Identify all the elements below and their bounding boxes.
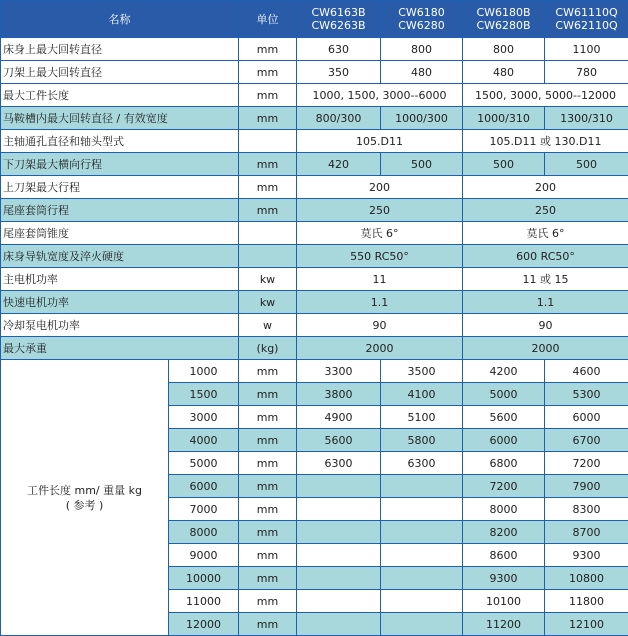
spec-value: 1000/310	[463, 107, 545, 130]
weight-value: 4100	[381, 383, 463, 406]
spec-label: 刀架上最大回转直径	[1, 61, 239, 84]
weight-length: 9000	[169, 544, 239, 567]
spec-value: 250	[297, 199, 463, 222]
spec-value: 2000	[297, 337, 463, 360]
weight-length: 3000	[169, 406, 239, 429]
spec-value: 200	[463, 176, 628, 199]
spec-row	[1, 268, 628, 291]
spec-value: 莫氏 6°	[297, 222, 463, 245]
weight-value	[381, 613, 463, 636]
spec-value: 11 或 15	[463, 268, 628, 291]
spec-value: 90	[463, 314, 628, 337]
weight-value: 8200	[463, 521, 545, 544]
weight-value	[297, 590, 381, 613]
weight-value	[381, 475, 463, 498]
spec-value: 1.1	[463, 291, 628, 314]
weight-value: 10800	[545, 567, 628, 590]
weight-value: 6300	[381, 452, 463, 475]
weight-value	[297, 498, 381, 521]
spec-label: 下刀架最大横向行程	[1, 153, 239, 176]
spec-value: 1.1	[297, 291, 463, 314]
weight-value: 7200	[545, 452, 628, 475]
spec-unit: (kg)	[239, 337, 297, 360]
weight-value: 11200	[463, 613, 545, 636]
weight-value: 4900	[297, 406, 381, 429]
header-unit: 单位	[239, 1, 297, 38]
weight-unit: mm	[239, 544, 297, 567]
spec-value: 1500, 3000, 5000--12000	[463, 84, 628, 107]
spec-unit: kw	[239, 268, 297, 291]
weight-value: 5800	[381, 429, 463, 452]
spec-value: 550 RC50°	[297, 245, 463, 268]
spec-unit: mm	[239, 84, 297, 107]
spec-value: 2000	[463, 337, 628, 360]
spec-label: 尾座套筒行程	[1, 199, 239, 222]
spec-value: 500	[381, 153, 463, 176]
weight-length: 12000	[169, 613, 239, 636]
spec-value: 630	[297, 38, 381, 61]
spec-value: 800	[463, 38, 545, 61]
weight-unit: mm	[239, 567, 297, 590]
spec-value: 780	[545, 61, 628, 84]
weight-label: 工件长度 mm/ 重量 kg ( 参考 )	[1, 360, 169, 636]
spec-unit: mm	[239, 38, 297, 61]
weight-length: 1500	[169, 383, 239, 406]
spec-unit: w	[239, 314, 297, 337]
weight-length: 11000	[169, 590, 239, 613]
weight-unit: mm	[239, 521, 297, 544]
weight-value	[381, 521, 463, 544]
header-row	[1, 1, 628, 38]
weight-value: 3800	[297, 383, 381, 406]
weight-value: 3500	[381, 360, 463, 383]
spec-value: 600 RC50°	[463, 245, 628, 268]
spec-value: 200	[297, 176, 463, 199]
weight-unit: mm	[239, 475, 297, 498]
spec-row	[1, 130, 628, 153]
weight-unit: mm	[239, 360, 297, 383]
spec-unit: mm	[239, 107, 297, 130]
weight-value: 5300	[545, 383, 628, 406]
spec-unit	[239, 222, 297, 245]
spec-unit	[239, 245, 297, 268]
header-model-4: CW61110Q CW62110Q	[545, 1, 628, 38]
weight-value: 9300	[545, 544, 628, 567]
spec-value: 105.D11 或 130.D11	[463, 130, 628, 153]
weight-value: 6000	[545, 406, 628, 429]
spec-label: 主轴通孔直径和轴头型式	[1, 130, 239, 153]
weight-value	[297, 544, 381, 567]
weight-value: 8000	[463, 498, 545, 521]
header-model-1: CW6163B CW6263B	[297, 1, 381, 38]
spec-value: 800	[381, 38, 463, 61]
weight-length: 7000	[169, 498, 239, 521]
spec-unit	[239, 130, 297, 153]
weight-value: 7200	[463, 475, 545, 498]
spec-value: 420	[297, 153, 381, 176]
spec-label: 床身上最大回转直径	[1, 38, 239, 61]
spec-row	[1, 337, 628, 360]
spec-value: 1000, 1500, 3000--6000	[297, 84, 463, 107]
spec-label: 最大工件长度	[1, 84, 239, 107]
spec-value: 250	[463, 199, 628, 222]
weight-value: 8600	[463, 544, 545, 567]
weight-value: 4600	[545, 360, 628, 383]
spec-value: 90	[297, 314, 463, 337]
weight-value: 6700	[545, 429, 628, 452]
spec-row	[1, 38, 628, 61]
weight-value	[381, 498, 463, 521]
spec-value: 1300/310	[545, 107, 628, 130]
weight-value: 9300	[463, 567, 545, 590]
weight-value: 8700	[545, 521, 628, 544]
spec-row	[1, 314, 628, 337]
spec-value: 500	[463, 153, 545, 176]
spec-label: 快速电机功率	[1, 291, 239, 314]
weight-value	[381, 567, 463, 590]
spec-value: 1100	[545, 38, 628, 61]
spec-label: 冷却泵电机功率	[1, 314, 239, 337]
weight-length: 8000	[169, 521, 239, 544]
weight-value: 4200	[463, 360, 545, 383]
weight-unit: mm	[239, 498, 297, 521]
spec-row	[1, 107, 628, 130]
weight-value: 5600	[297, 429, 381, 452]
spec-row	[1, 291, 628, 314]
weight-value: 3300	[297, 360, 381, 383]
spec-label: 主电机功率	[1, 268, 239, 291]
spec-unit: mm	[239, 199, 297, 222]
spec-unit: kw	[239, 291, 297, 314]
weight-length: 4000	[169, 429, 239, 452]
weight-value: 11800	[545, 590, 628, 613]
spec-value: 350	[297, 61, 381, 84]
weight-value: 6800	[463, 452, 545, 475]
weight-value: 5100	[381, 406, 463, 429]
weight-unit: mm	[239, 613, 297, 636]
spec-label: 上刀架最大行程	[1, 176, 239, 199]
weight-unit: mm	[239, 406, 297, 429]
spec-value: 莫氏 6°	[463, 222, 628, 245]
spec-unit: mm	[239, 61, 297, 84]
spec-label: 马鞍槽内最大回转直径 / 有效宽度	[1, 107, 239, 130]
weight-value: 8300	[545, 498, 628, 521]
weight-value: 10100	[463, 590, 545, 613]
weight-value	[297, 567, 381, 590]
weight-unit: mm	[239, 590, 297, 613]
spec-value: 480	[381, 61, 463, 84]
weight-unit: mm	[239, 429, 297, 452]
weight-value: 7900	[545, 475, 628, 498]
spec-label: 尾座套筒锥度	[1, 222, 239, 245]
weight-value	[297, 613, 381, 636]
spec-row	[1, 84, 628, 107]
weight-value	[297, 475, 381, 498]
spec-value: 105.D11	[297, 130, 463, 153]
weight-row	[1, 360, 628, 383]
weight-value	[381, 544, 463, 567]
spec-value: 500	[545, 153, 628, 176]
spec-label: 最大承重	[1, 337, 239, 360]
weight-unit: mm	[239, 383, 297, 406]
spec-unit: mm	[239, 176, 297, 199]
weight-length: 10000	[169, 567, 239, 590]
spec-row	[1, 176, 628, 199]
spec-row	[1, 245, 628, 268]
weight-value: 6300	[297, 452, 381, 475]
spec-value: 480	[463, 61, 545, 84]
weight-value	[381, 590, 463, 613]
spec-value: 11	[297, 268, 463, 291]
spec-value: 1000/300	[381, 107, 463, 130]
spec-row	[1, 222, 628, 245]
weight-unit: mm	[239, 452, 297, 475]
spec-label: 床身导轨宽度及淬火硬度	[1, 245, 239, 268]
header-name: 名称	[1, 1, 239, 38]
weight-value: 5000	[463, 383, 545, 406]
spec-row	[1, 153, 628, 176]
header-model-3: CW6180B CW6280B	[463, 1, 545, 38]
spec-value: 800/300	[297, 107, 381, 130]
spec-row	[1, 61, 628, 84]
header-model-2: CW6180 CW6280	[381, 1, 463, 38]
weight-length: 6000	[169, 475, 239, 498]
weight-length: 5000	[169, 452, 239, 475]
weight-value: 5600	[463, 406, 545, 429]
spec-row	[1, 199, 628, 222]
weight-value	[297, 521, 381, 544]
weight-value: 6000	[463, 429, 545, 452]
weight-value: 12100	[545, 613, 628, 636]
weight-length: 1000	[169, 360, 239, 383]
spec-unit: mm	[239, 153, 297, 176]
